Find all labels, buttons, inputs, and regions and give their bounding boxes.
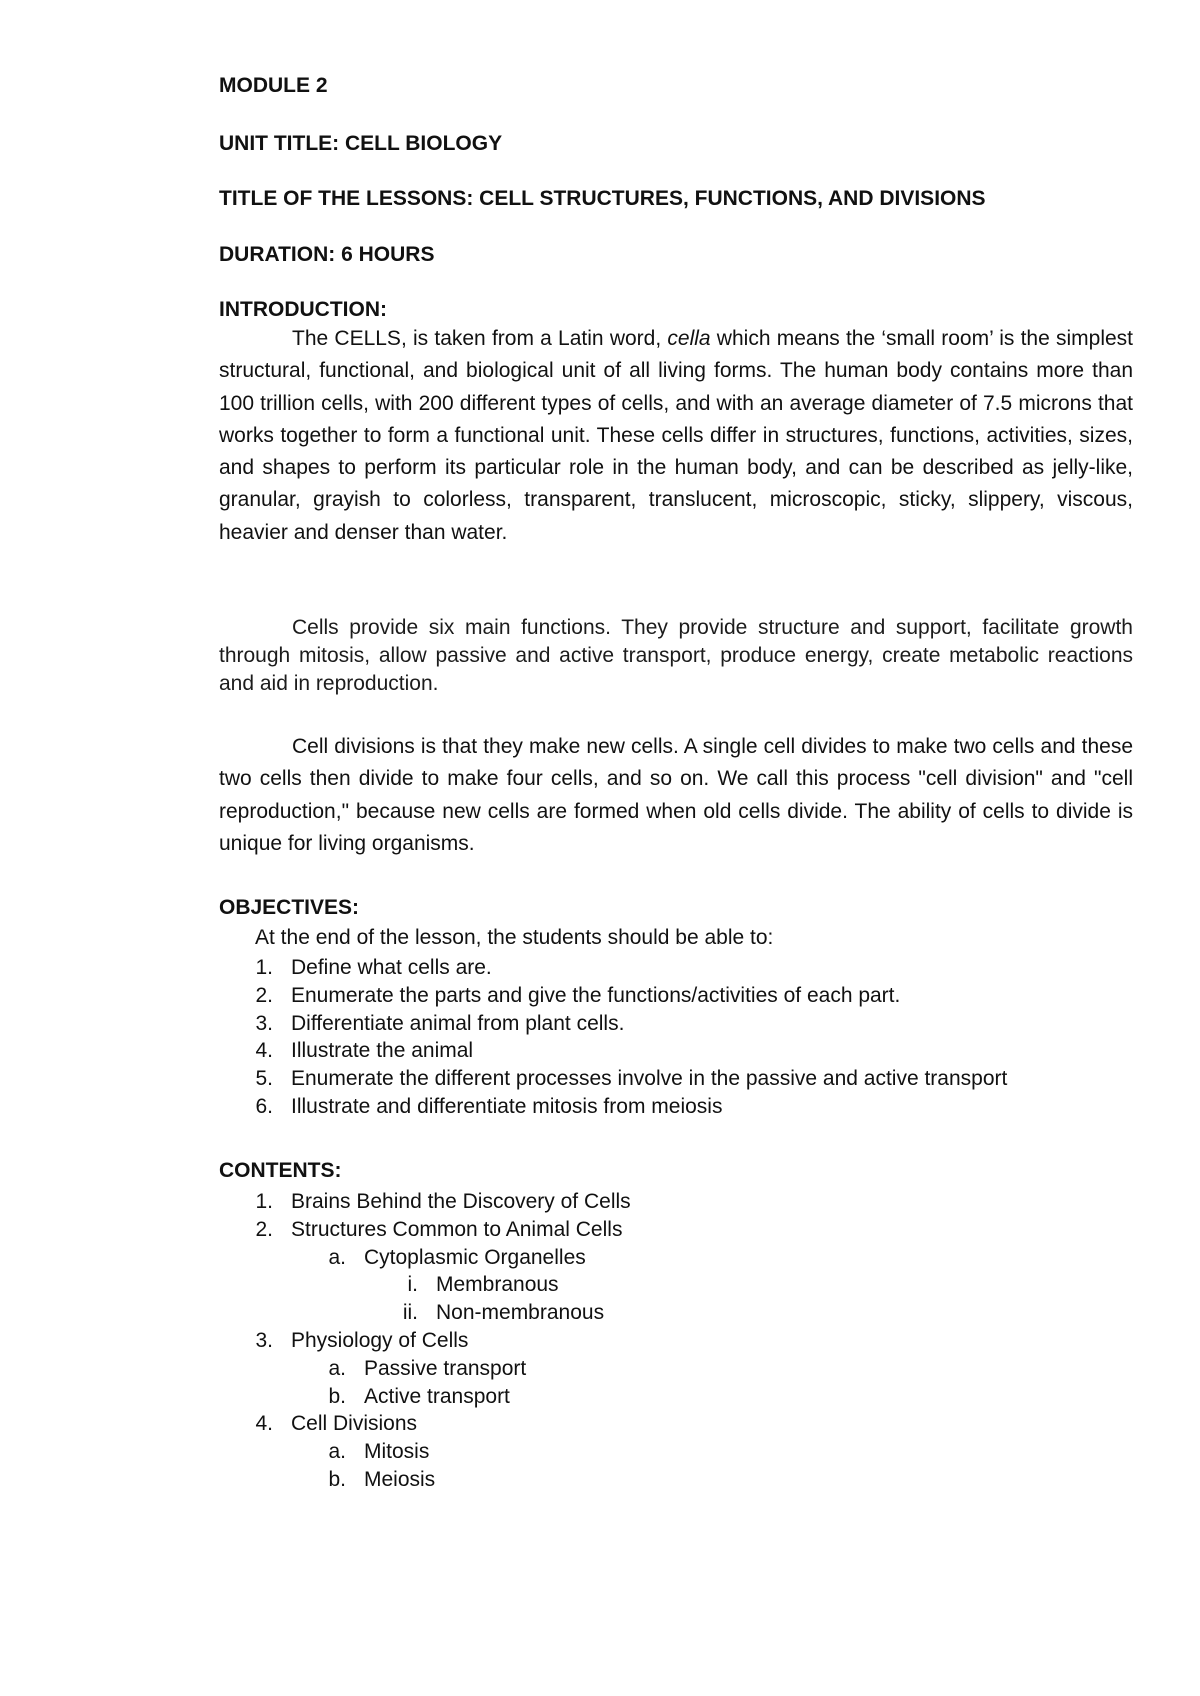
objective-number: 2. <box>255 983 273 1007</box>
unit-title: UNIT TITLE: CELL BIOLOGY <box>219 132 503 155</box>
contents-number: 4. <box>255 1412 273 1436</box>
divisions-paragraph <box>219 731 1133 860</box>
introduction-paragraph <box>219 323 1133 549</box>
module-heading: MODULE 2 <box>219 74 328 97</box>
objective-number: 6. <box>255 1094 273 1118</box>
contents-number: ii. <box>402 1301 418 1325</box>
contents-text: Meiosis <box>364 1467 436 1491</box>
duration: DURATION: 6 HOURS <box>219 243 435 266</box>
introduction-heading: INTRODUCTION: <box>219 298 387 321</box>
objective-number: 1. <box>255 956 273 979</box>
contents-text: Brains Behind the Discovery of Cells <box>291 1190 631 1213</box>
contents-text: Cell Divisions <box>291 1412 418 1436</box>
intro-text-start: The CELLS, is taken from a Latin word, <box>292 327 668 350</box>
contents-heading: CONTENTS: <box>219 1159 342 1182</box>
contents-text: Cytoplasmic Organelles <box>364 1245 586 1269</box>
objective-text: Enumerate the parts and give the functions/activities of each part. <box>291 983 901 1007</box>
contents-number: a. <box>328 1245 346 1269</box>
contents-number: a. <box>328 1356 346 1380</box>
contents-number: b. <box>328 1384 346 1408</box>
contents-text: Physiology of Cells <box>291 1328 469 1352</box>
objectives-lead: At the end of the lesson, the students should be able to: <box>255 926 774 949</box>
contents-number: a. <box>328 1440 346 1464</box>
contents-text: Structures Common to Animal Cells <box>291 1217 623 1241</box>
functions-text: Cells provide six main functions. They provide structure and support, facilitate growth through mitosis, allow passive and active transport, produce energy, create metabolic reactions and aid in reproduction. <box>219 616 1133 695</box>
contents-number: 2. <box>255 1217 273 1241</box>
contents-text: Membranous <box>436 1273 559 1297</box>
objective-text: Illustrate the animal <box>291 1039 474 1063</box>
intro-text-rest: which means the ‘small room’ is the simplest structural, functional, and biological unit of all living forms. The human body contains more than 100 trillion cells, with 200 different types of cells, and with an average diameter of 7.5 microns that works together to form a functional unit. These cells differ in structures, functions, activities, sizes, and shapes to perform its particular role in the human body, and can be described as jelly-like, granular, grayish to colorless, transparent, translucent, microscopic, sticky, slippery, viscous, heavier and denser than water. <box>219 327 1133 544</box>
contents-text: Mitosis <box>364 1440 430 1464</box>
objective-number: 4. <box>255 1039 273 1063</box>
objective-text: Define what cells are. <box>291 956 492 979</box>
contents-number: 3. <box>255 1328 273 1352</box>
contents-number: 1. <box>255 1190 273 1213</box>
objective-text: Enumerate the different processes involve in the passive and active transport <box>291 1067 1008 1091</box>
divisions-text: Cell divisions is that they make new cells. A single cell divides to make two cells and these two cells then divide to make four cells, and so on. We call this process "cell division" and "cell reproduction," because new cells are formed when old cells divide. The ability of cells to divide is unique for living organisms. <box>219 735 1133 855</box>
contents-text: Non-membranous <box>436 1301 605 1325</box>
contents-text: Passive transport <box>364 1356 527 1380</box>
lessons-title: TITLE OF THE LESSONS: CELL STRUCTURES, FUNCTIONS, AND DIVISIONS <box>219 187 986 210</box>
objective-number: 3. <box>255 1011 273 1035</box>
objective-text: Differentiate animal from plant cells. <box>291 1011 625 1035</box>
latin-word: cella <box>667 327 711 350</box>
contents-number: b. <box>328 1467 346 1491</box>
contents-text: Active transport <box>364 1384 510 1408</box>
objective-text: Illustrate and differentiate mitosis from meiosis <box>291 1094 723 1118</box>
objectives-heading: OBJECTIVES: <box>219 896 360 919</box>
functions-paragraph <box>219 614 1133 697</box>
objective-number: 5. <box>255 1067 273 1091</box>
contents-number: i. <box>407 1273 418 1297</box>
